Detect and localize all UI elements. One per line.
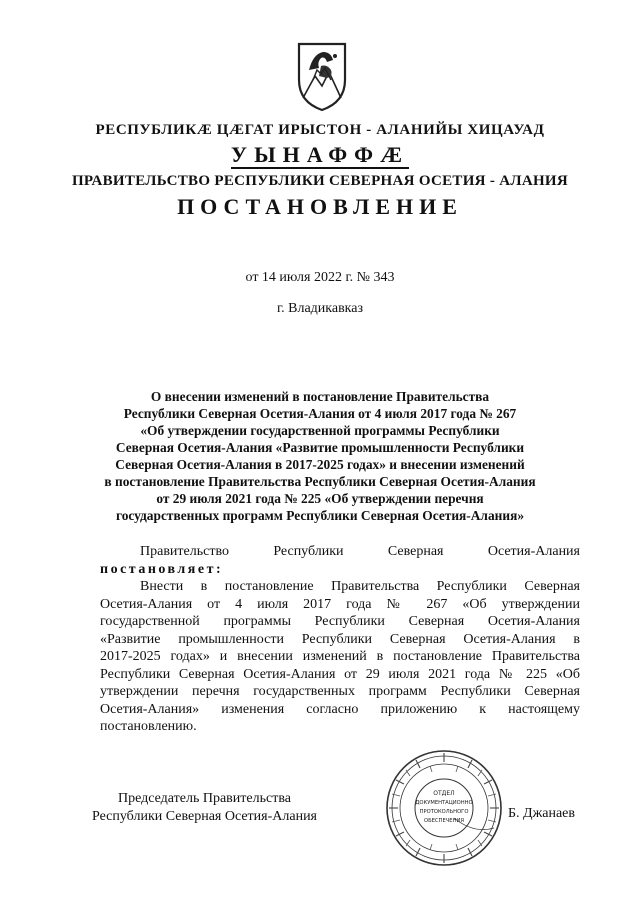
body-line: Республики Северная Осетия-Алания от 29 июля 2021 года № 225 «Об <box>100 666 580 682</box>
doc-type-ossetian <box>0 142 640 168</box>
body-line: «Развитие промышленности Республики Северная Осетия-Алания в <box>100 631 580 647</box>
body-line: Внести в постановление Правительства Республики Северная <box>140 579 580 594</box>
signatory-position <box>92 790 317 826</box>
doc-type-ossetian-text: УЫНАФФӔ <box>230 142 410 167</box>
seal-line: ПРОТОКОЛЬНОГО <box>419 809 469 815</box>
signatory-name: Б. Джанаев <box>508 806 576 821</box>
republic-name-ossetian: РЕСПУБЛИКӔ ЦӔГАТ ИРЫСТОН - АЛАНИЙЫ ХИЦАУАД <box>95 122 545 138</box>
signatory-position-line: Республики Северная Осетия-Алания <box>92 809 317 824</box>
title-line: в постановление Правительства Республики Северная Осетия-Алания <box>104 474 536 489</box>
resolution-body <box>100 543 580 736</box>
body-line: Осетия-Алания» изменения согласно приложению к настоящему <box>100 701 580 717</box>
body-line: Осетия-Алания от 4 июля 2017 года № 267 «Об утверждении <box>100 596 580 612</box>
city: г. Владикавказ <box>276 301 364 316</box>
seal-line: ДОКУМЕНТАЦИОННО <box>415 800 473 806</box>
title-line: Северная Осетия-Алания в 2017-2025 годах» и внесении изменений <box>115 457 525 472</box>
title-line: от 29 июля 2021 года № 225 «Об утверждении перечня <box>156 491 484 506</box>
seal-line: ОБЕСПЕЧЕНИЯ <box>424 818 464 824</box>
body-line: утверждении перечня государственных программ Республики Северная <box>100 684 580 699</box>
date-and-number: от 14 июля 2022 г. № 343 <box>245 270 395 285</box>
title-line: государственных программ Республики Северная Осетия-Алания» <box>115 508 525 523</box>
title-line: Северная Осетия-Алания «Развитие промышленности Республики <box>115 440 525 455</box>
body-line: постановлению. <box>100 719 197 734</box>
body-line: 2017-2025 годах» и внесении изменений в постановление Правительства <box>100 649 580 664</box>
coat-of-arms-emblem <box>291 40 353 112</box>
body-line-resolves: постановляет: <box>100 561 224 577</box>
title-line: Республики Северная Осетия-Алания от 4 июля 2017 года № 267 <box>123 406 517 421</box>
government-name-russian: ПРАВИТЕЛЬСТВО РЕСПУБЛИКИ СЕВЕРНАЯ ОСЕТИЯ - АЛАНИЯ <box>71 173 569 189</box>
body-line: Правительство Республики Северная Осетия-Алания <box>140 544 580 559</box>
official-seal-stamp <box>384 748 504 868</box>
title-line: «Об утверждении государственной программы Республики <box>140 423 500 438</box>
seal-line: ОТДЕЛ <box>433 790 455 797</box>
signatory-position-line: Председатель Правительства <box>118 791 291 806</box>
title-line: О внесении изменений в постановление Правительства <box>150 389 490 404</box>
doc-type-russian: ПОСТАНОВЛЕНИЕ <box>177 194 463 219</box>
body-line: государственной программы Республики Северная Осетия-Алания <box>100 614 580 629</box>
resolution-title <box>90 388 550 524</box>
